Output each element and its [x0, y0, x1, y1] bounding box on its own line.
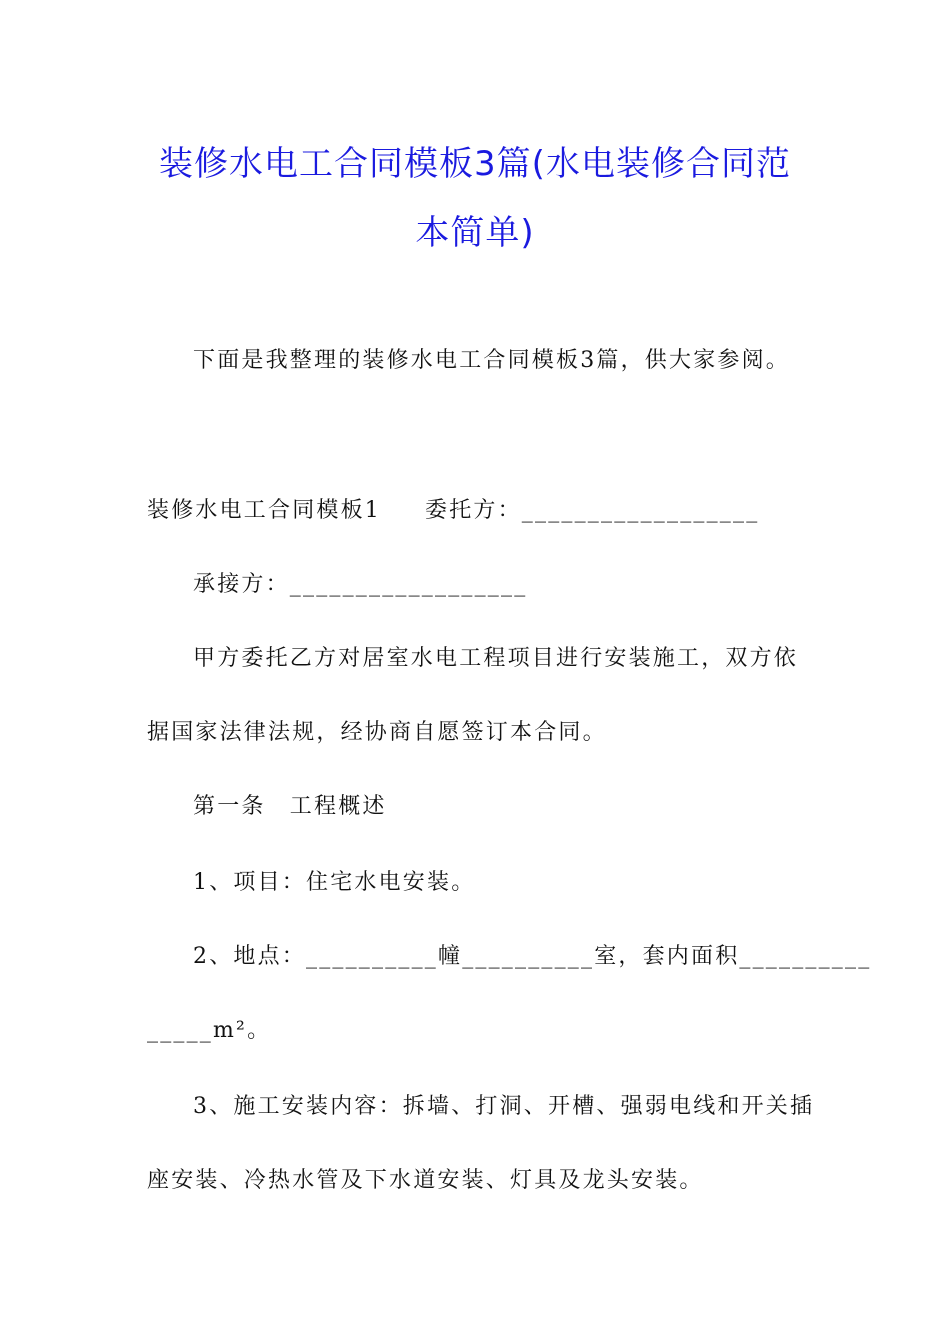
item-2-line-1: 2、地点：__________幢__________室，套内面积__________: [193, 944, 872, 969]
client-field: 委托方：__________________: [425, 498, 760, 523]
intro-paragraph: 下面是我整理的装修水电工合同模板3篇，供大家参阅。: [193, 348, 790, 373]
template-heading: 装修水电工合同模板1: [147, 498, 381, 523]
article-1-heading: 第一条 工程概述: [193, 794, 387, 819]
item-1: 1、项目：住宅水电安装。: [193, 870, 476, 895]
contractor-field: 承接方：__________________: [193, 572, 528, 597]
item-3-line-1: 3、施工安装内容：拆墙、打洞、开槽、强弱电线和开关插: [193, 1094, 815, 1119]
paragraph-1-line-1: 甲方委托乙方对居室水电工程项目进行安装施工，双方依: [193, 646, 799, 671]
item-3-line-2: 座安装、冷热水管及下水道安装、灯具及龙头安装。: [147, 1168, 704, 1193]
document-title-line-2: 本简单): [415, 213, 535, 253]
paragraph-1-line-2: 据国家法律法规，经协商自愿签订本合同。: [147, 720, 607, 745]
item-2-line-2: _____m²。: [147, 1018, 272, 1043]
document-title-line-1: 装修水电工合同模板3篇(水电装修合同范: [159, 144, 791, 184]
